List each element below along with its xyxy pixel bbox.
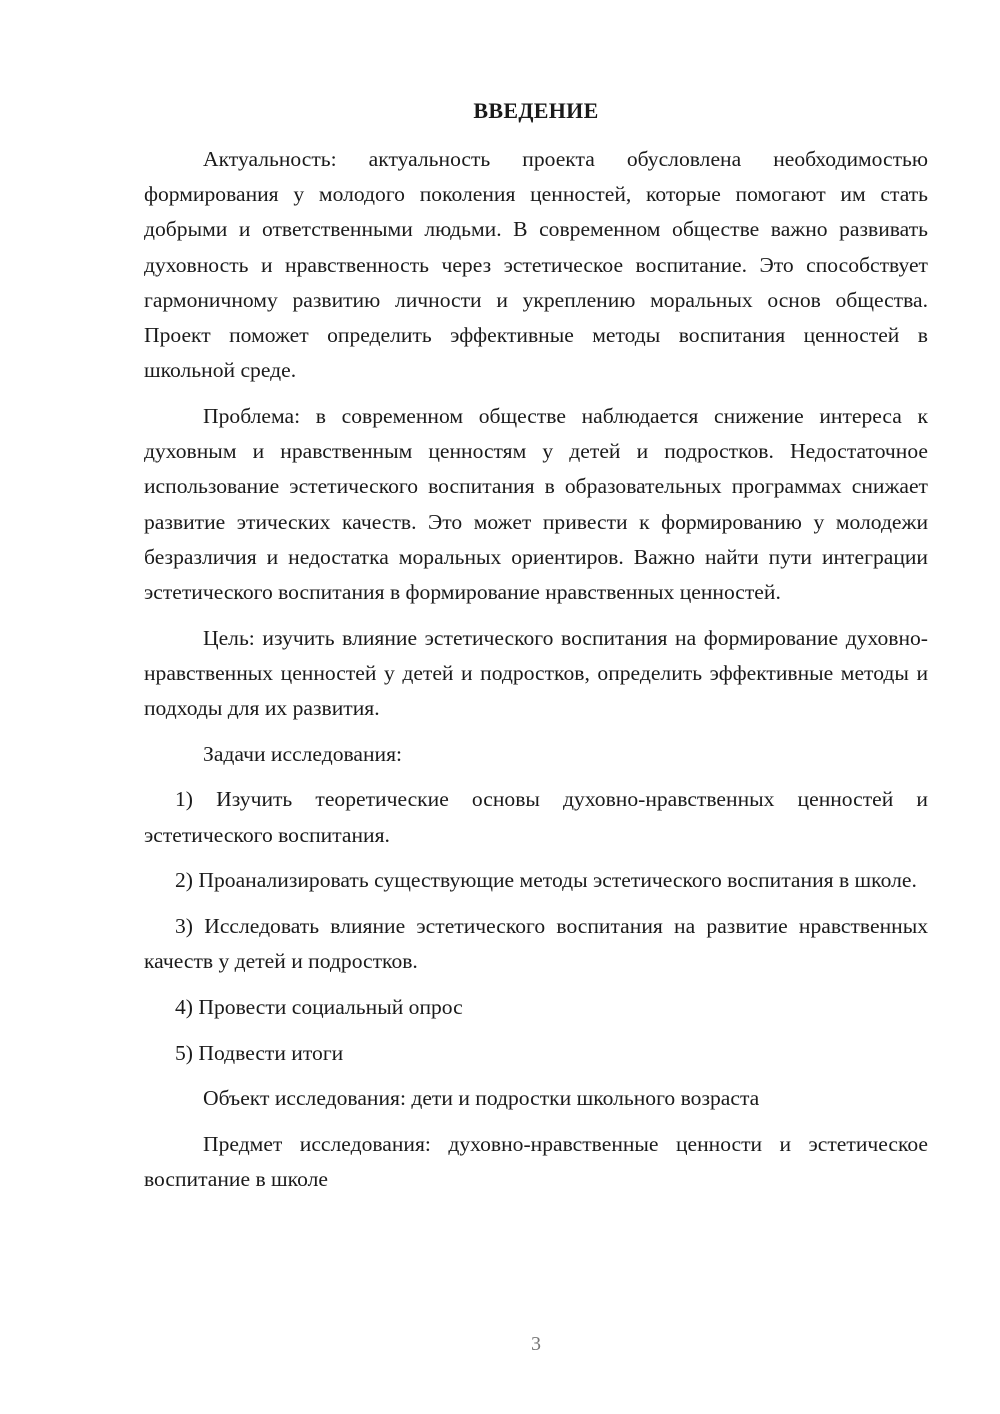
document-body xyxy=(144,142,928,1197)
tasks-heading: Задачи исследования: xyxy=(203,741,403,766)
paragraph-goal: Цель: изучить влияние эстетического воспитания на формирование духовно-нравственных ценностей у детей и подростков, определить эффективные методы и подходы для их развития. xyxy=(144,625,928,721)
page-title: ВВЕДЕНИЕ xyxy=(473,98,599,123)
task-item-2: 2) Проанализировать существующие методы эстетического воспитания в школе. xyxy=(175,868,917,893)
task-item-3: 3) Исследовать влияние эстетического воспитания на развитие нравственных качеств у детей и подростков. xyxy=(144,914,928,974)
paragraph-problem: Проблема: в современном обществе наблюдается снижение интереса к духовным и нравственным ценностям у детей и подростков. Недостаточное использование эстетического воспитания в образовательных программах снижает развитие этических качеств. Это может привести к формированию у молодежи безразличия и недостатка моральных ориентиров. Важно найти пути интеграции эстетического воспитания в формирование нравственных ценностей. xyxy=(144,403,928,604)
paragraph-subject: Предмет исследования: духовно-нравственные ценности и эстетическое воспитание в школе xyxy=(144,1132,928,1192)
task-item-1: 1) Изучить теоретические основы духовно-нравственных ценностей и эстетического воспитания. xyxy=(144,787,928,847)
task-item-4: 4) Провести социальный опрос xyxy=(175,994,463,1019)
paragraph-object: Объект исследования: дети и подростки школьного возраста xyxy=(203,1086,760,1111)
page-number: 3 xyxy=(531,1333,541,1355)
paragraph-relevance: Актуальность: актуальность проекта обусловлена необходимостью формирования у молодого поколения ценностей, которые помогают им стать добрыми и ответственными людьми. В современном обществе важно развивать духовность и нравственность через эстетическое воспитание. Это способствует гармоничному развитию личности и укреплению моральных основ общества. Проект поможет определить эффективные методы воспитания ценностей в школьной среде. xyxy=(144,147,928,383)
task-item-5: 5) Подвести итоги xyxy=(175,1040,344,1065)
